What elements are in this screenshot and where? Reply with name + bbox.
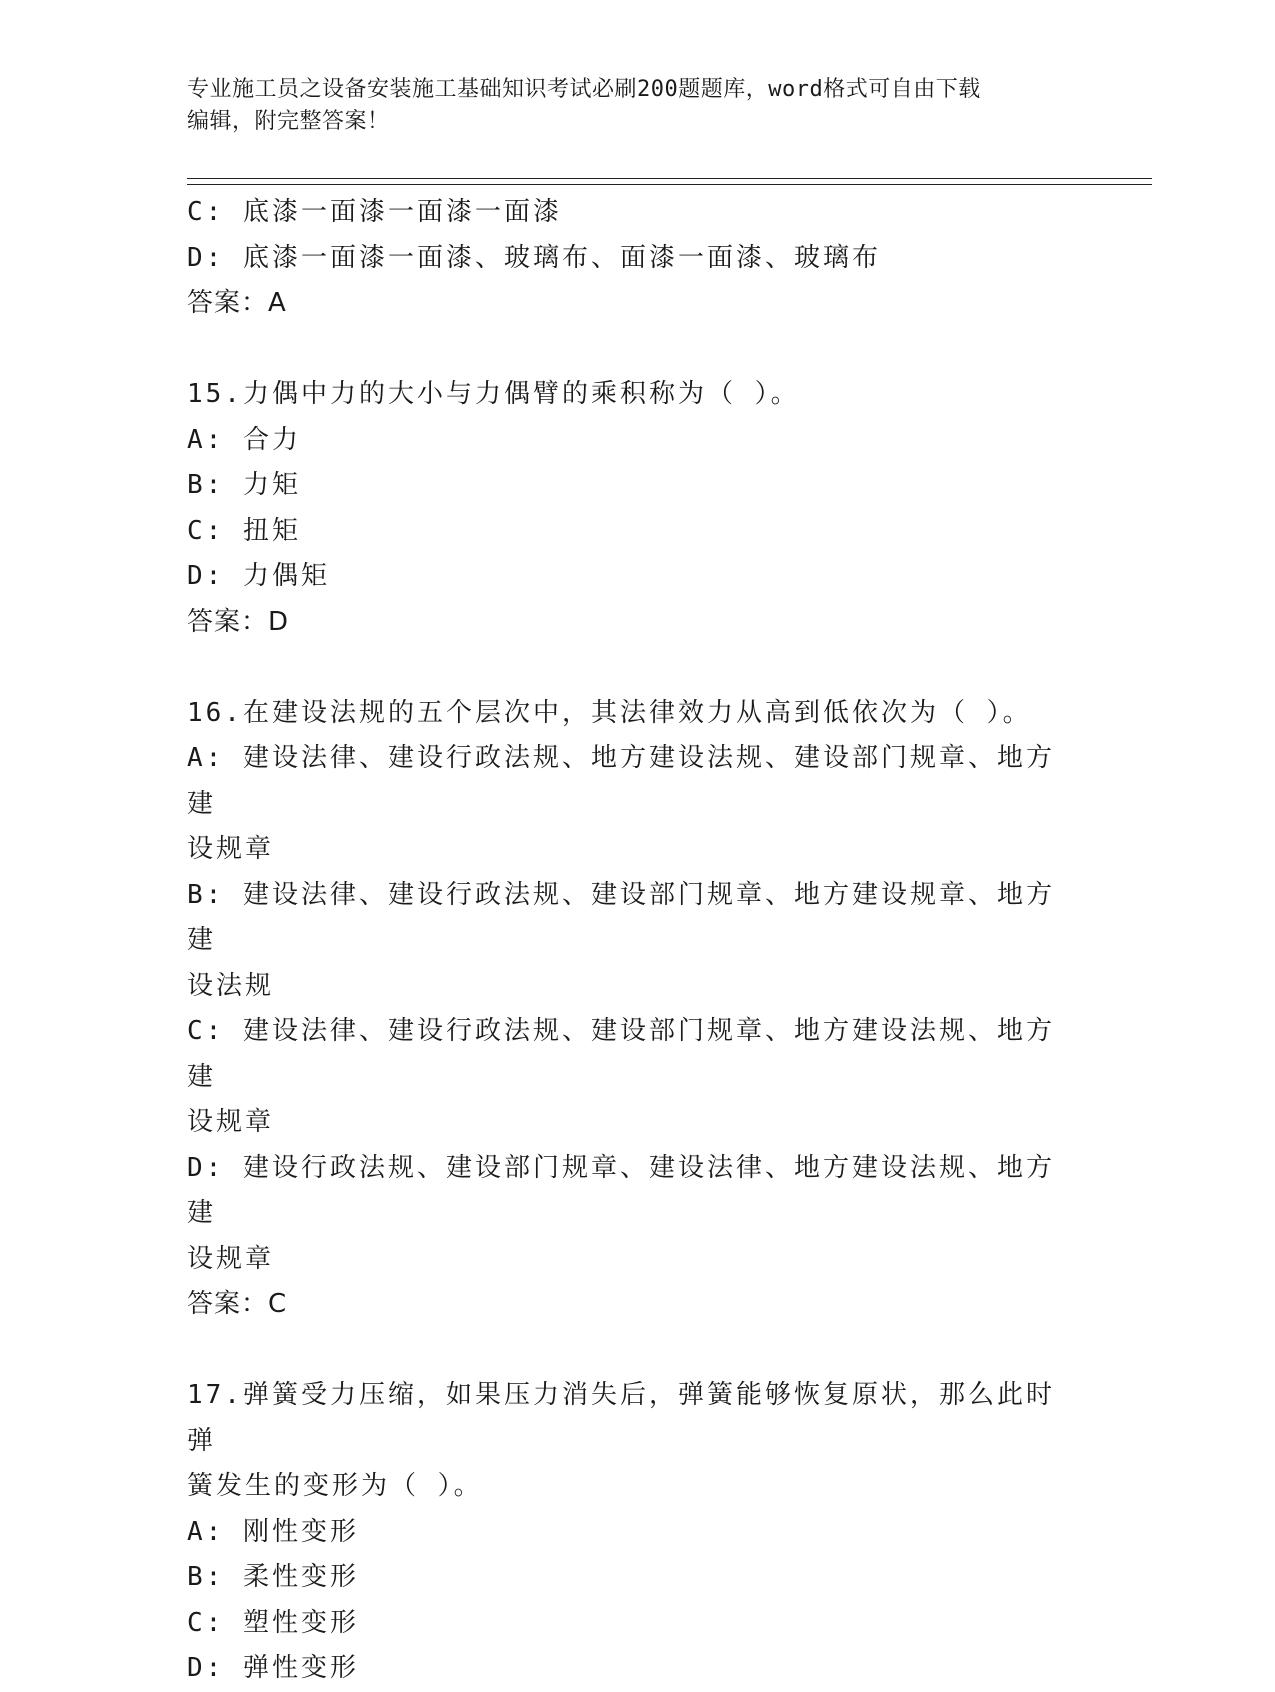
option-a: A: 刚性变形 xyxy=(187,1516,359,1547)
question-text-line-2: 簧发生的变形为（ ）。 xyxy=(187,1471,483,1501)
option-d: D: 底漆一面漆一面漆、玻璃布、面漆一面漆、玻璃布 xyxy=(187,242,881,273)
question-16 xyxy=(187,691,1067,1328)
question-text: 16.在建设法规的五个层次中，其法律效力从高到低依次为（ ）。 xyxy=(187,697,1032,728)
header-title-line-1: 专业施工员之设备安装施工基础知识考试必刷200题题库，word格式可自由下载 xyxy=(187,77,981,102)
spacer xyxy=(187,327,1067,373)
question-15 xyxy=(187,372,1067,645)
option-c: C: 底漆一面漆一面漆一面漆 xyxy=(187,197,562,227)
answer-label: 答案：A xyxy=(187,288,287,318)
option-c-line-1: C: 建设法律、建设行政法规、建设部门规章、地方建设法规、地方建 xyxy=(187,1016,1055,1092)
option-b: B: 力矩 xyxy=(187,470,301,500)
option-c: C: 塑性变形 xyxy=(187,1607,359,1638)
header-title-line-2: 编辑，附完整答案！ xyxy=(187,109,390,134)
question-text: 15.力偶中力的大小与力偶臂的乘积称为（ ）。 xyxy=(187,379,800,409)
header-divider-top xyxy=(187,178,1152,179)
answer-label: 答案：C xyxy=(187,1289,288,1319)
option-a-line-1: A: 建设法律、建设行政法规、地方建设法规、建设部门规章、地方建 xyxy=(187,743,1055,819)
option-d: D: 力偶矩 xyxy=(187,561,330,591)
question-list xyxy=(187,190,1067,1692)
option-d-line-2: 设规章 xyxy=(187,1243,275,1274)
page-header xyxy=(187,74,1067,138)
option-a-line-2: 设规章 xyxy=(187,834,275,864)
question-17 xyxy=(187,1373,1067,1692)
header-divider-bottom xyxy=(187,184,1152,185)
spacer xyxy=(187,645,1067,691)
option-c-line-2: 设规章 xyxy=(187,1107,275,1137)
option-b-line-2: 设法规 xyxy=(187,970,275,1001)
option-c: C: 扭矩 xyxy=(187,515,301,546)
question-14-tail xyxy=(187,190,1067,327)
answer-label: 答案：D xyxy=(187,606,290,637)
option-d-line-1: D: 建设行政法规、建设部门规章、建设法律、地方建设法规、地方建 xyxy=(187,1152,1055,1228)
option-a: A: 合力 xyxy=(187,424,301,455)
spacer xyxy=(187,1328,1067,1374)
option-b-line-1: B: 建设法律、建设行政法规、建设部门规章、地方建设规章、地方建 xyxy=(187,879,1055,955)
option-b: B: 柔性变形 xyxy=(187,1562,359,1592)
option-d: D: 弹性变形 xyxy=(187,1653,359,1683)
question-text-line-1: 17.弹簧受力压缩，如果压力消失后，弹簧能够恢复原状，那么此时弹 xyxy=(187,1380,1055,1456)
